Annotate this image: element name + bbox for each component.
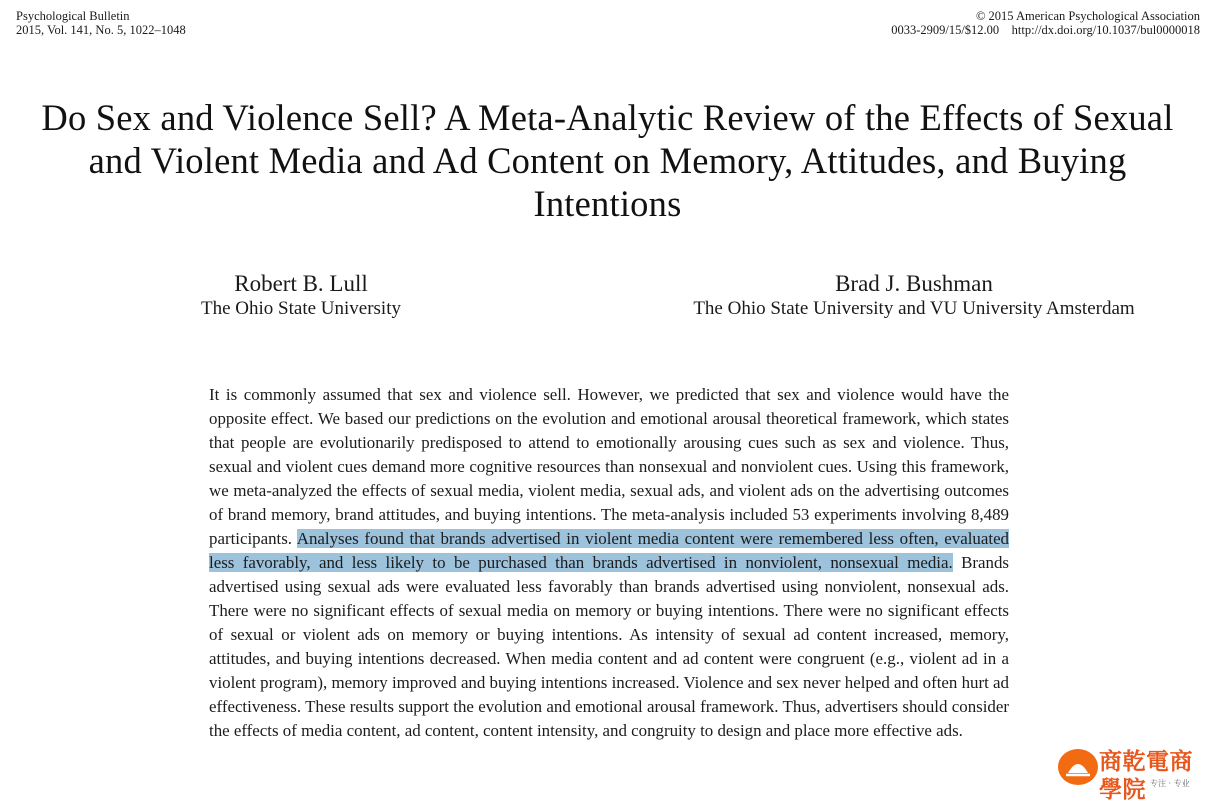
author-affiliation: The Ohio State University and VU University Amsterdam [693, 298, 1135, 319]
author-2 [648, 271, 1180, 321]
journal-citation: 2015, Vol. 141, No. 5, 1022–1048 [16, 23, 186, 37]
author-name: Robert B. Lull [234, 271, 368, 296]
watermark-logo-icon [1058, 749, 1098, 785]
highlighted-text-selection[interactable]: Analyses found that brands advertised in violent media content were remembered less often, evaluated less favorably, and less likely to be purchased than brands advertised in nonviolent, nonsexual media. [209, 529, 1010, 572]
journal-name: Psychological Bulletin [16, 9, 130, 23]
doi-line: 0033-2909/15/$12.00 http://dx.doi.org/10.1037/bul0000018 [891, 23, 1200, 37]
author-1 [170, 271, 432, 321]
author-affiliation: The Ohio State University [201, 298, 401, 319]
copyright-line: © 2015 American Psychological Association [975, 9, 1200, 23]
abstract-text[interactable]: It is commonly assumed that sex and violence sell. However, we predicted that sex and violence would have the opposite effect. We based our predictions on the evolution and emotional arousal theoretical framework, which states that people are evolutionarily predisposed to attend to emotionally arousing cues such as sex and violence. Thus, sexual and violent cues demand more cognitive resources than nonsexual and nonviolent cues. Using this framework, we meta-analyzed the effects of sexual media, violent media, sexual ads, and violent ads on the advertising outcomes of brand memory, brand attitudes, and buying intentions. The meta-analysis included 53 experiments involving 8,489 participants. [209, 385, 1009, 548]
publisher-header [891, 9, 1200, 37]
abstract-text[interactable]: Brands advertised using sexual ads were evaluated less favorably than brands advertised using nonviolent, nonsexual ads. There were no significant effects of sexual media on memory or buying intentions. There were no significant effects of sexual or violent ads on memory or buying intentions. As intensity of sexual ad content increased, memory, attitudes, and buying intentions decreased. When media content and ad content were congruent (e.g., violent ad in a violent program), memory improved and buying intentions increased. Violence and sex never helped and often hurt ad effectiveness. These results support the evolution and emotional arousal framework. Thus, advertisers should consider the effects of media content, ad content, content intensity, and congruity to design and place more effective ads. [209, 553, 1009, 740]
author-name: Brad J. Bushman [835, 271, 993, 296]
journal-header [16, 9, 186, 37]
paper-title: Do Sex and Violence Sell? A Meta-Analytic Review of the Effects of Sexual and Violent Media and Ad Content on Memory, Attitudes, and Buying Intentions [41, 97, 1174, 224]
abstract[interactable] [209, 383, 1009, 743]
watermark-subtext: 专注 · 专业 [1150, 779, 1190, 788]
watermark-text: 商乾電商學院 [1099, 749, 1193, 803]
